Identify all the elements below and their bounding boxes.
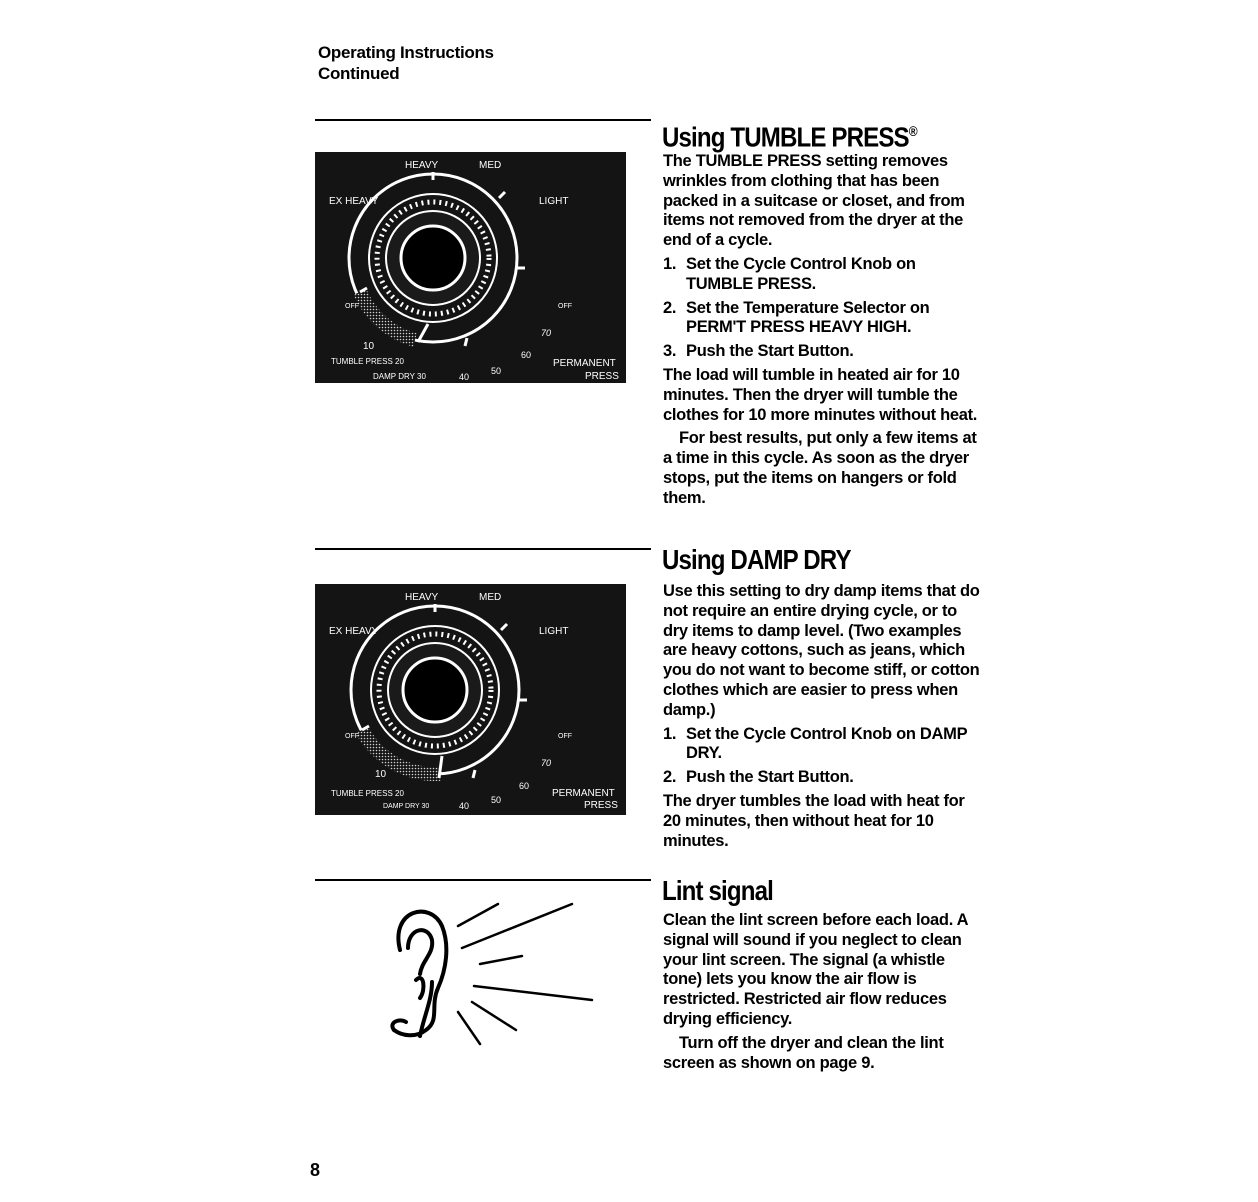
ear-icon (380, 890, 610, 1060)
label-40: 40 (459, 372, 470, 382)
label-60: 60 (519, 781, 530, 791)
label-off-left: OFF (345, 733, 359, 740)
dial-panel-tumble-press (315, 152, 626, 383)
paragraph: The TUMBLE PRESS setting removes wrinkles from clothing that has been packed in a suitcase or closet, and from items not removed from the dryer at the end of a cycle. (663, 152, 965, 250)
list-item (663, 342, 983, 362)
label-heavy: HEAVY (405, 592, 439, 603)
lint-lead-text: Clean the lint screen before each load. (663, 911, 953, 929)
section-divider (315, 119, 651, 121)
label-ex-heavy: EX HEAVY (329, 196, 379, 207)
label-off-right: OFF (558, 303, 572, 310)
steps-list (663, 255, 983, 362)
list-item (663, 299, 983, 339)
paragraph: For best results, put only a few items at a time in this cycle. As soon as the dryer stops, put the items on hangers or fold them. (663, 429, 977, 507)
label-40: 40 (459, 801, 470, 811)
list-item (663, 255, 983, 295)
label-50: 50 (491, 795, 502, 805)
label-60: 60 (521, 350, 532, 360)
section-title-lint-signal: Lint signal (662, 875, 773, 906)
label-permanent: PERMANENT (552, 788, 615, 799)
section-divider (315, 548, 651, 550)
steps-list (663, 725, 983, 788)
lint-body-text: A signal will sound if you neglect to clean your lint screen. The signal (a whistle tone) lets you know the air flow is restricted. Restricted air flow reduces drying efficiency. (663, 911, 968, 1028)
paragraph: Turn off the dryer and clean the lint screen as shown on page 9. (663, 1033, 944, 1072)
label-permanent: PERMANENT (553, 358, 616, 369)
label-light: LIGHT (539, 626, 569, 637)
label-tumble-press: TUMBLE PRESS 20 (331, 789, 404, 798)
label-heavy: HEAVY (405, 160, 439, 171)
section-title-damp-dry: Using DAMP DRY (662, 544, 851, 575)
label-med: MED (479, 592, 502, 603)
label-damp-dry: DAMP DRY 30 (373, 372, 426, 381)
header-subtitle: Continued (318, 64, 400, 83)
step-text: Set the Cycle Control Knob on TUMBLE PRESS. (686, 254, 916, 293)
step-text: Set the Cycle Control Knob on DAMP DRY. (686, 724, 968, 763)
step-number: 2. (663, 298, 677, 317)
step-number: 3. (663, 342, 677, 361)
title-text: Using TUMBLE PRESS (662, 121, 909, 153)
cycle-dial-illustration (315, 152, 626, 383)
section-body-lint-signal (663, 911, 983, 1077)
label-70: 70 (541, 758, 552, 768)
list-item (663, 768, 983, 788)
label-off-right: OFF (558, 733, 572, 740)
label-tumble-press: TUMBLE PRESS 20 (331, 357, 404, 366)
label-10: 10 (363, 341, 375, 352)
page-header (318, 42, 494, 84)
page-number: 8 (310, 1160, 321, 1180)
step-text: Set the Temperature Selector on PERM'T PRESS HEAVY HIGH. (686, 298, 930, 337)
label-off-left: OFF (345, 303, 359, 310)
label-10: 10 (375, 769, 387, 780)
section-title-tumble-press (662, 115, 917, 153)
step-number: 1. (663, 724, 677, 743)
label-med: MED (479, 160, 502, 171)
paragraph: The load will tumble in heated air for 10 minutes. Then the dryer will tumble the clothes for 10 more minutes without heat. (663, 365, 978, 424)
step-number: 1. (663, 254, 677, 273)
section-body-damp-dry (663, 582, 983, 855)
label-ex-heavy: EX HEAVY (329, 626, 379, 637)
section-body-tumble-press (663, 152, 983, 513)
label-70: 70 (541, 328, 552, 338)
label-press: PRESS (584, 800, 618, 811)
section-divider (315, 879, 651, 881)
paragraph (663, 911, 983, 1030)
step-text: Push the Start Button. (686, 342, 854, 361)
step-number: 2. (663, 768, 677, 787)
label-press: PRESS (585, 371, 619, 382)
registered-mark: ® (908, 123, 917, 139)
header-title: Operating Instructions (318, 43, 494, 62)
cycle-dial-illustration (315, 584, 626, 815)
list-item (663, 725, 983, 765)
label-light: LIGHT (539, 196, 569, 207)
label-50: 50 (491, 366, 502, 376)
paragraph: The dryer tumbles the load with heat for 20 minutes, then without heat for 10 minutes. (663, 791, 965, 850)
paragraph: Use this setting to dry damp items that do not require an entire drying cycle, or to dry items to damp level. (Two examples are heavy cottons, such as jeans, which you do not want to become stiff, or cotton clothes which are easier to press when damp.) (663, 582, 980, 719)
label-damp-dry: DAMP DRY 30 (383, 803, 430, 810)
step-text: Push the Start Button. (686, 768, 854, 787)
dial-panel-damp-dry (315, 584, 626, 815)
